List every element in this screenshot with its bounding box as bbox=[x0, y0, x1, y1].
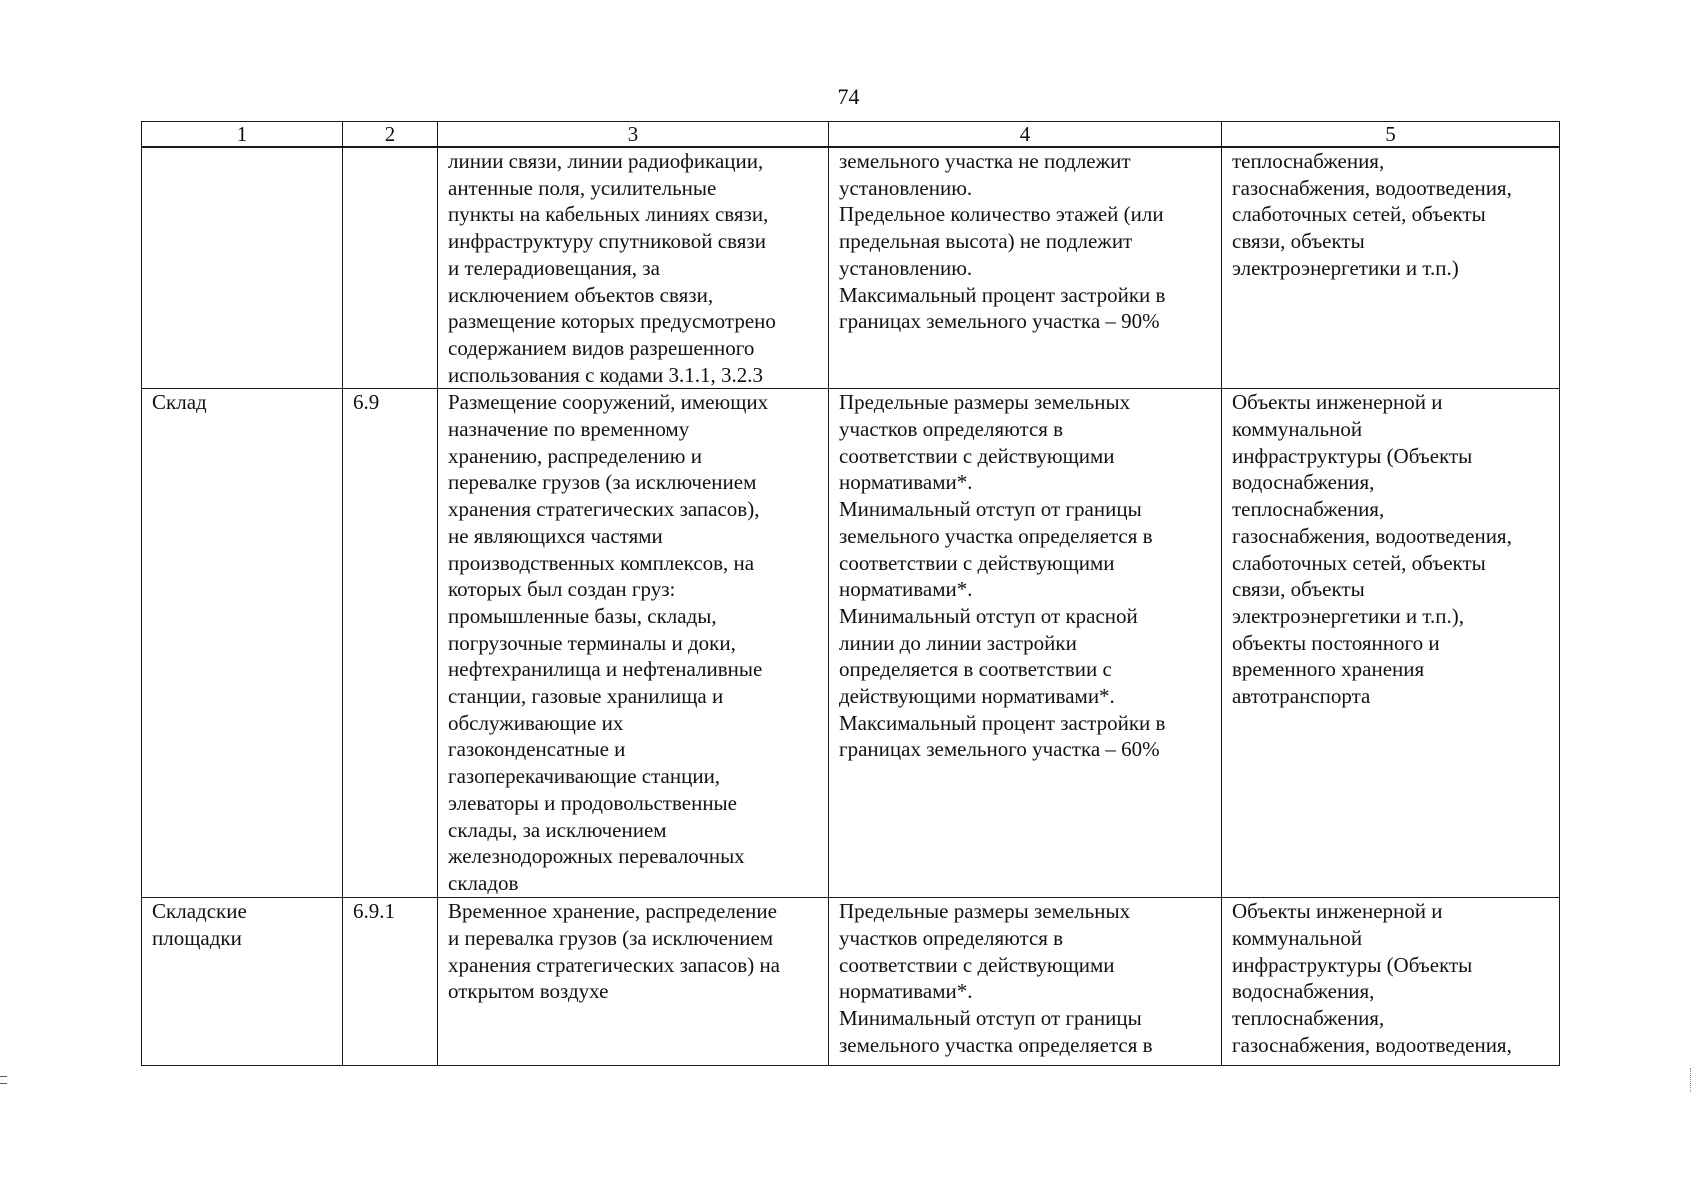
text-line: газоконденсатные и bbox=[448, 737, 626, 762]
text-line: станции, газовые хранилища и bbox=[448, 684, 724, 709]
text-line: установлению. bbox=[839, 255, 973, 280]
text-line: газоснабжения, водоотведения, bbox=[1232, 175, 1512, 200]
text-line: склады, за исключением bbox=[448, 817, 667, 842]
text-line: которых был создан груз: bbox=[448, 577, 676, 602]
text-line: нефтехранилища и нефтеналивные bbox=[448, 657, 763, 682]
text-line: временного хранения bbox=[1232, 657, 1425, 682]
text-line: использования с кодами 3.1.1, 3.2.3 bbox=[448, 362, 763, 387]
text-line: участков определяются в bbox=[839, 417, 1064, 442]
text-line: элеваторы и продовольственные bbox=[448, 790, 737, 815]
text-line: содержанием видов разрешенного bbox=[448, 335, 755, 360]
text-line: Предельное количество этажей (или bbox=[839, 202, 1164, 227]
text-line: определяется в соответствии с bbox=[839, 657, 1112, 682]
table-row bbox=[142, 898, 1560, 1066]
text-line: инфраструктуры (Объекты bbox=[1232, 443, 1473, 468]
text-line: нормативами*. bbox=[839, 470, 973, 495]
parameters-cell bbox=[829, 898, 1222, 1066]
page-number: 74 bbox=[837, 84, 860, 109]
table-row bbox=[142, 147, 1560, 389]
text-line: предельная высота) не подлежит bbox=[839, 229, 1133, 254]
text-line: исключением объектов связи, bbox=[448, 282, 714, 307]
text-line: назначение по временному bbox=[448, 417, 690, 442]
text-line: электроэнергетики и т.п.) bbox=[1232, 255, 1459, 280]
use-code-cell bbox=[343, 147, 438, 389]
header-col-5: 5 bbox=[1222, 122, 1560, 148]
auxiliary-uses-cell bbox=[1222, 389, 1560, 898]
header-col-3: 3 bbox=[438, 122, 829, 148]
text-line: объекты постоянного и bbox=[1232, 630, 1440, 655]
use-description-cell bbox=[438, 898, 829, 1066]
text-line: Объекты инженерной и bbox=[1232, 899, 1443, 924]
text-line: Объекты инженерной и bbox=[1232, 390, 1443, 415]
text-line: границах земельного участка – 60% bbox=[839, 737, 1160, 762]
text-line: соответствии с действующими bbox=[839, 443, 1115, 468]
text-line: Минимальный отступ от красной bbox=[839, 603, 1138, 628]
text-line: связи, объекты bbox=[1232, 577, 1365, 602]
text-line: земельного участка определяется в bbox=[839, 1032, 1153, 1057]
text-line: электроэнергетики и т.п.), bbox=[1232, 603, 1464, 628]
text-line: перевалке грузов (за исключением bbox=[448, 470, 757, 495]
text-line: инфраструктуры (Объекты bbox=[1232, 952, 1473, 977]
table-row bbox=[142, 389, 1560, 898]
text-line: и телерадиовещания, за bbox=[448, 255, 660, 280]
parameters-cell bbox=[829, 147, 1222, 389]
text-line: газоперекачивающие станции, bbox=[448, 764, 721, 789]
text-line: границах земельного участка – 90% bbox=[839, 309, 1160, 334]
text-line: Минимальный отступ от границы bbox=[839, 1006, 1142, 1031]
use-name-cell bbox=[142, 147, 343, 389]
text-line: погрузочные терминалы и доки, bbox=[448, 630, 736, 655]
text-line: земельного участка не подлежит bbox=[839, 149, 1131, 173]
text-line: слаботочных сетей, объекты bbox=[1232, 202, 1486, 227]
auxiliary-uses-cell bbox=[1222, 147, 1560, 389]
text-line: земельного участка определяется в bbox=[839, 523, 1153, 548]
text-line: Предельные размеры земельных bbox=[839, 390, 1131, 415]
text-line: действующими нормативами*. bbox=[839, 684, 1115, 709]
header-col-2: 2 bbox=[343, 122, 438, 148]
text-line: антенные поля, усилительные bbox=[448, 175, 717, 200]
text-line: размещение которых предусмотрено bbox=[448, 309, 776, 334]
text-line: железнодорожных перевалочных bbox=[448, 844, 745, 869]
auxiliary-uses-cell bbox=[1222, 898, 1560, 1066]
scan-edge-mark bbox=[0, 1076, 7, 1084]
text-line: пункты на кабельных линиях связи, bbox=[448, 202, 769, 227]
text-line: участков определяются в bbox=[839, 926, 1064, 951]
text-line: производственных комплексов, на bbox=[448, 550, 755, 575]
text-line: обслуживающие их bbox=[448, 710, 624, 735]
text-line: Складские bbox=[152, 899, 247, 924]
use-code-cell: 6.9 bbox=[343, 389, 438, 898]
text-line: автотранспорта bbox=[1232, 684, 1371, 709]
text-line: площадки bbox=[152, 926, 242, 951]
text-line: связи, объекты bbox=[1232, 229, 1365, 254]
text-line: Максимальный процент застройки в bbox=[839, 282, 1166, 307]
text-line: водоснабжения, bbox=[1232, 470, 1375, 495]
text-line: нормативами*. bbox=[839, 979, 973, 1004]
use-name-cell: Склад bbox=[142, 389, 343, 898]
header-row bbox=[142, 122, 1560, 148]
text-line: линии связи, линии радиофикации, bbox=[448, 149, 764, 173]
header-col-4: 4 bbox=[829, 122, 1222, 148]
text-line: хранения стратегических запасов) на bbox=[448, 952, 781, 977]
text-line: теплоснабжения, bbox=[1232, 497, 1385, 522]
text-line: промышленные базы, склады, bbox=[448, 603, 717, 628]
text-line: водоснабжения, bbox=[1232, 979, 1375, 1004]
text-line: складов bbox=[448, 870, 519, 895]
text-line: газоснабжения, водоотведения, bbox=[1232, 523, 1512, 548]
text-line: установлению. bbox=[839, 175, 973, 200]
zoning-table bbox=[141, 121, 1560, 1066]
text-line: теплоснабжения, bbox=[1232, 149, 1385, 173]
header-col-1: 1 bbox=[142, 122, 343, 148]
text-line: Размещение сооружений, имеющих bbox=[448, 390, 769, 415]
text-line: Предельные размеры земельных bbox=[839, 899, 1131, 924]
text-line: Минимальный отступ от границы bbox=[839, 497, 1142, 522]
text-line: соответствии с действующими bbox=[839, 550, 1115, 575]
text-line: теплоснабжения, bbox=[1232, 1006, 1385, 1031]
use-description-cell bbox=[438, 147, 829, 389]
text-line: Временное хранение, распределение bbox=[448, 899, 777, 924]
text-line: газоснабжения, водоотведения, bbox=[1232, 1032, 1512, 1057]
use-code-cell: 6.9.1 bbox=[343, 898, 438, 1066]
use-description-cell bbox=[438, 389, 829, 898]
text-line: не являющихся частями bbox=[448, 523, 663, 548]
text-line: слаботочных сетей, объекты bbox=[1232, 550, 1486, 575]
text-line: и перевалка грузов (за исключением bbox=[448, 926, 774, 951]
text-line: хранения стратегических запасов), bbox=[448, 497, 760, 522]
text-line: коммунальной bbox=[1232, 926, 1363, 951]
parameters-cell bbox=[829, 389, 1222, 898]
text-line: линии до линии застройки bbox=[839, 630, 1077, 655]
text-line: хранению, распределению и bbox=[448, 443, 702, 468]
text-line: коммунальной bbox=[1232, 417, 1363, 442]
text-line: Максимальный процент застройки в bbox=[839, 710, 1166, 735]
text-line: инфраструктуру спутниковой связи bbox=[448, 229, 766, 254]
text-line: нормативами*. bbox=[839, 577, 973, 602]
use-name-cell bbox=[142, 898, 343, 1066]
scan-edge-mark bbox=[1690, 1068, 1692, 1092]
text-line: открытом воздухе bbox=[448, 979, 609, 1004]
text-line: соответствии с действующими bbox=[839, 952, 1115, 977]
